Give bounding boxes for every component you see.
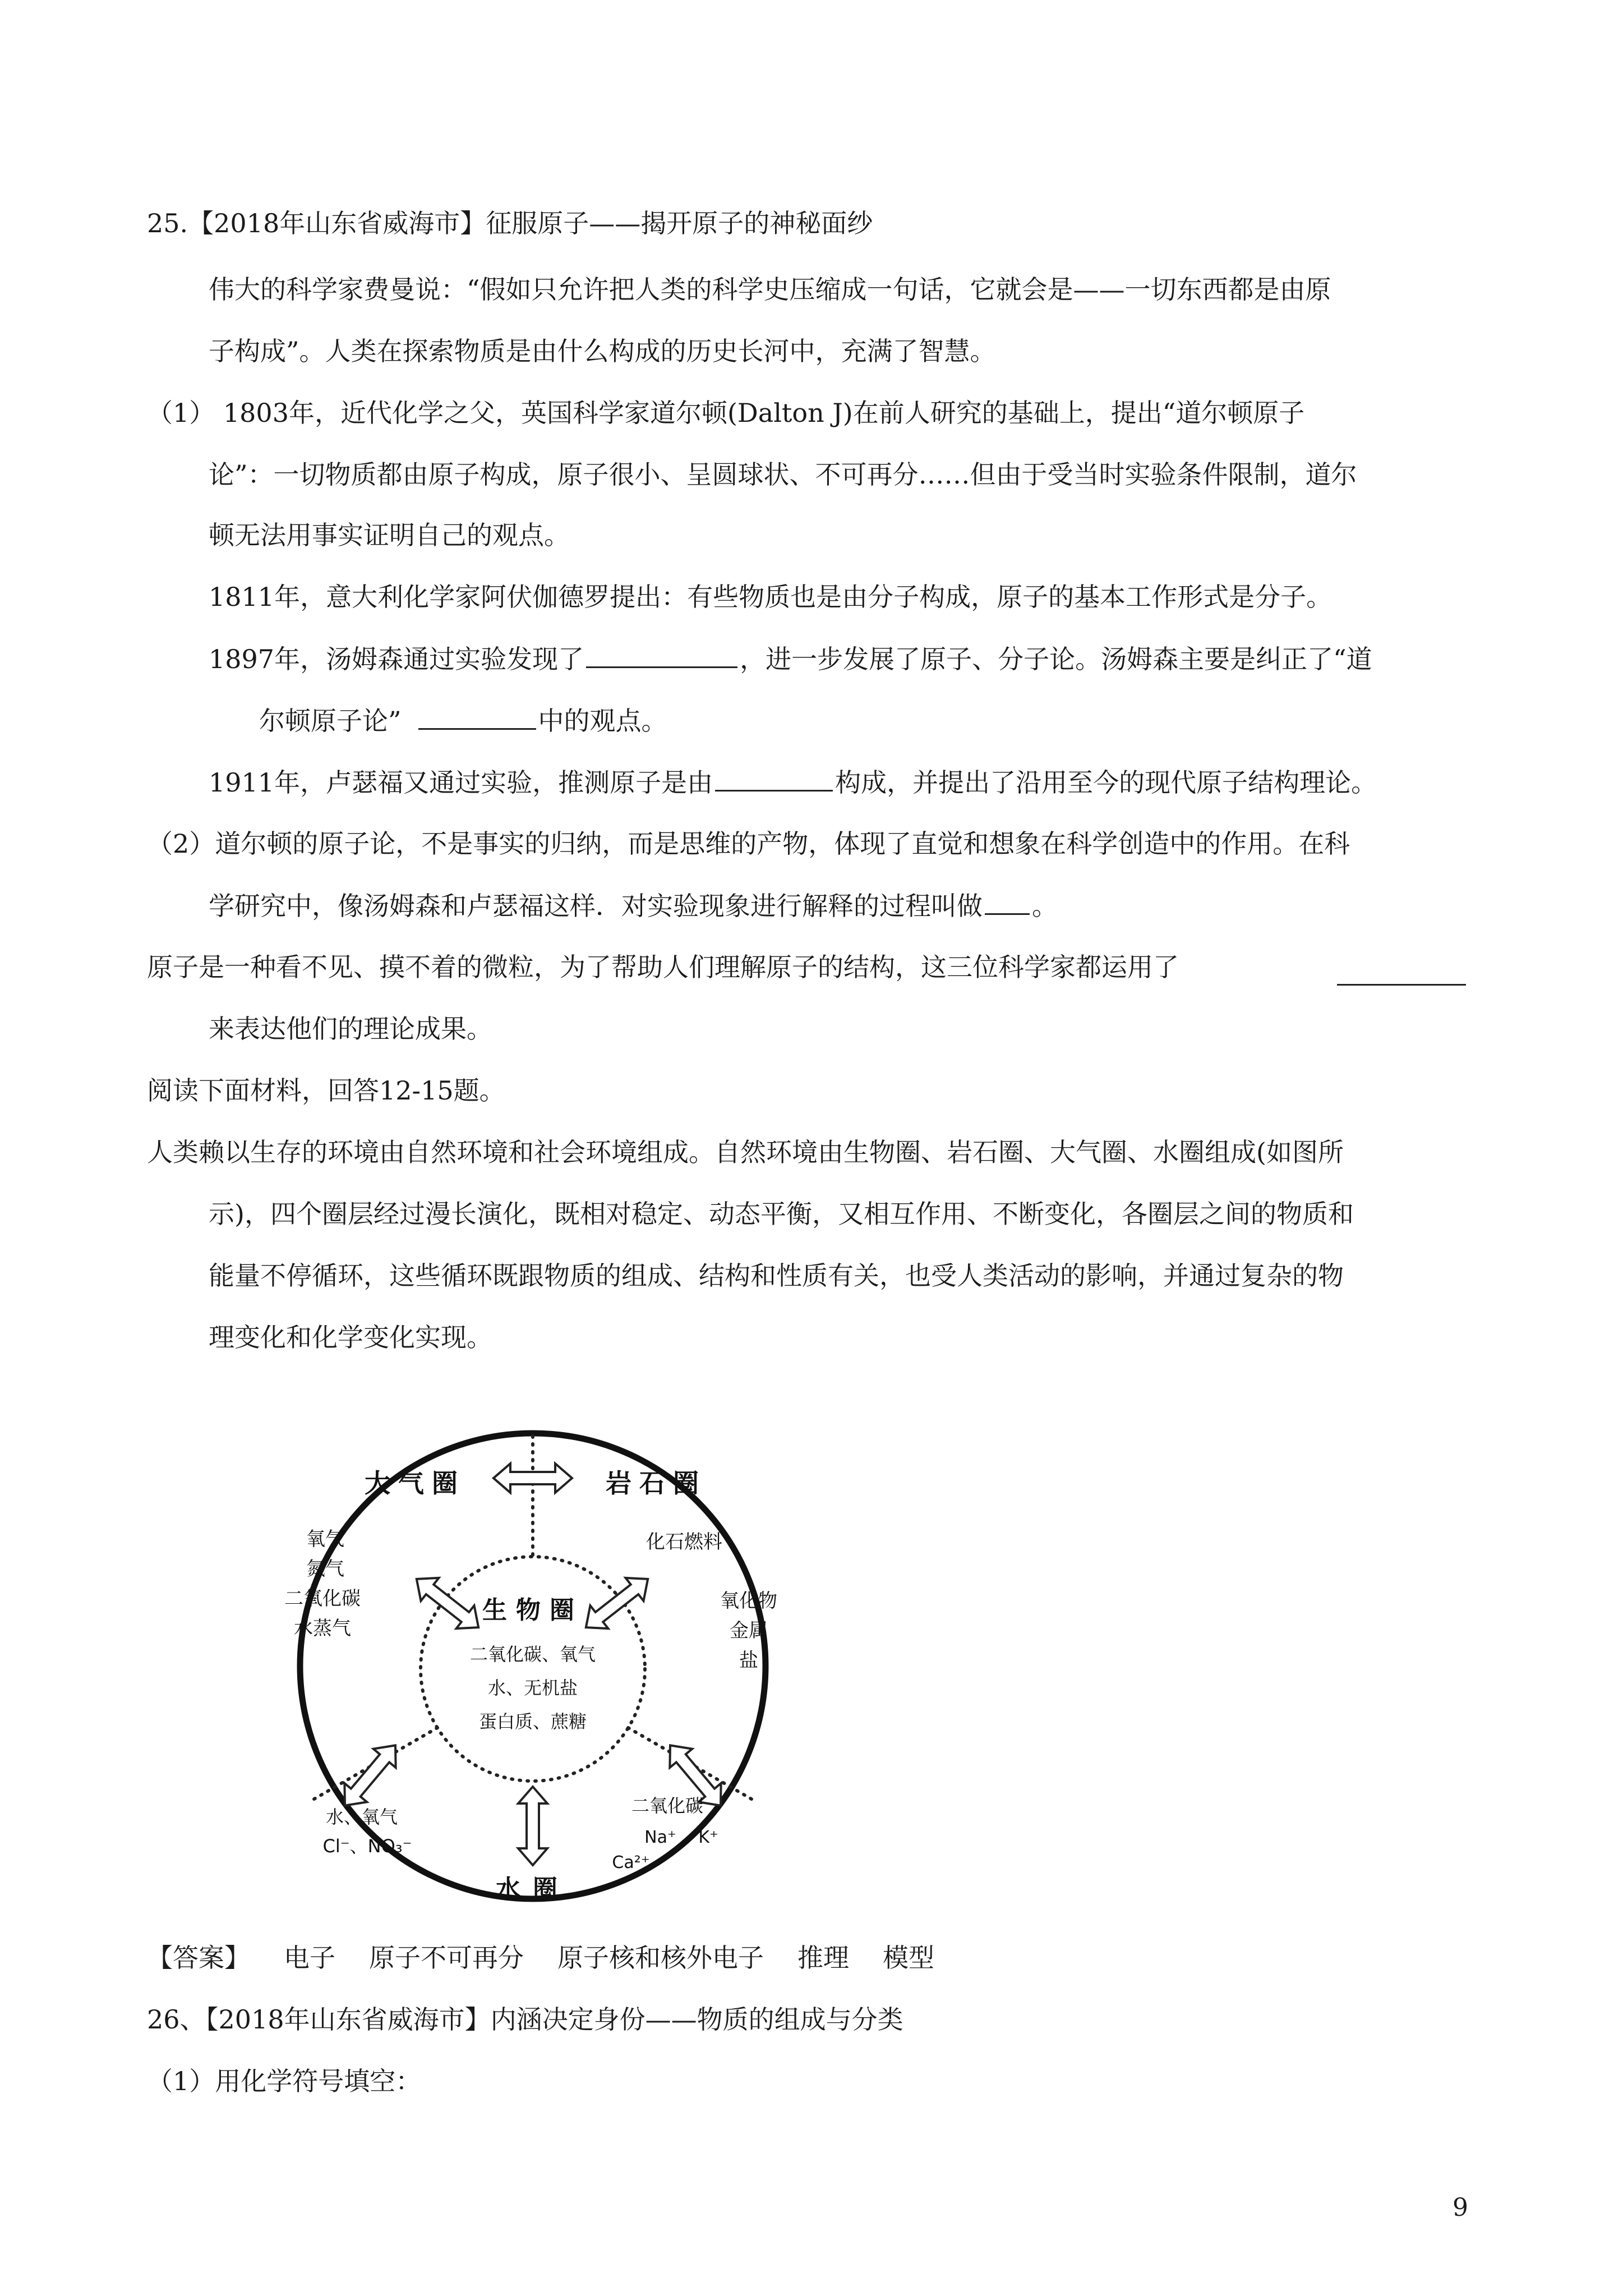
q25-1897-text-d: 中的观点。 [538, 706, 667, 736]
q26-title: 26、【2018年山东省威海市】内涵决定身份——物质的组成与分类 [147, 2004, 903, 2035]
lith-item-1: 氧化物 [720, 1590, 777, 1612]
q25-1897-text-a: 1897年，汤姆森通过实验发现了 [209, 644, 584, 674]
lith-item-2: 金属 [730, 1619, 768, 1642]
water-right-2: Na⁺ 、K⁺ [644, 1828, 718, 1847]
q25-part1-line3: 顿无法用事实证明自己的观点。 [209, 520, 570, 550]
answer-label: 【答案】 [147, 1943, 250, 1973]
label-lithosphere: 岩石圈 [606, 1468, 707, 1498]
q25-1911-text-a: 1911年，卢瑟福又通过实验，推测原子是由 [209, 767, 713, 798]
q25-1897-text-b: ，进一步发展了原子、分子论。汤姆森主要是纠正了“道 [740, 644, 1372, 674]
q25-part2-line2 [209, 889, 1058, 923]
answer-blank-2[interactable] [418, 703, 536, 730]
atm-item-2: 氮气 [306, 1558, 344, 1580]
atm-item-1: 氧气 [306, 1528, 344, 1550]
reading-line4: 理变化和化学变化实现。 [209, 1322, 492, 1352]
q25-1897-line2 [259, 703, 667, 738]
answer-item-5: 模型 [883, 1943, 934, 1973]
water-left-1: 水、氧气 [325, 1806, 398, 1828]
water-right-1: 二氧化碳 [631, 1795, 704, 1816]
earth-spheres-diagram [213, 1425, 852, 1907]
atm-item-4: 水蒸气 [294, 1617, 351, 1640]
q26-part1: （1）用化学符号填空： [147, 2066, 422, 2096]
answer-item-2: 原子不可再分 [369, 1943, 524, 1973]
q25-part1-line2: 论”：一切物质都由原子构成，原子很小、呈圆球状、不可再分……但由于受当时实验条件限制，道尔 [209, 459, 1357, 490]
q25-title: 25.【2018年山东省威海市】征服原子——揭开原子的神秘面纱 [147, 208, 873, 238]
q25-part3-line1: 原子是一种看不见、摸不着的微粒，为了帮助人们理解原子的结构，这三位科学家都运用了 [147, 952, 1179, 982]
q25-1897-text-c: 尔顿原子论” [259, 706, 402, 736]
reading-lead: 阅读下面材料，回答12-15题。 [147, 1075, 505, 1106]
label-hydrosphere: 水圈 [496, 1875, 570, 1903]
page-number: 9 [1453, 2193, 1468, 2222]
water-left-2: Cl⁻、NO₃⁻ [322, 1835, 412, 1857]
answer-blank-1[interactable] [586, 642, 737, 668]
answer-blank-3[interactable] [715, 765, 833, 792]
answer-item-1: 电子 [284, 1943, 335, 1973]
label-atmosphere: 大气圈 [365, 1468, 465, 1498]
answer-item-3: 原子核和核外电子 [557, 1943, 764, 1973]
q25-part2-line1: （2）道尔顿的原子论，不是事实的归纳，而是思维的产物，体现了直觉和想象在科学创造中的作用。在科 [147, 829, 1350, 859]
q25-part3-line2: 来表达他们的理论成果。 [209, 1014, 492, 1044]
answer-blank-5[interactable] [1337, 959, 1466, 986]
reading-line3: 能量不停循环，这些循环既跟物质的组成、结构和性质有关，也受人类活动的影响，并通过复杂的物 [209, 1260, 1344, 1291]
q25-intro-line1: 伟大的科学家费曼说：“假如只允许把人类的科学史压缩成一句话，它就会是——一切东西都是由原 [209, 274, 1331, 305]
bio-item-2: 水、无机盐 [487, 1677, 578, 1699]
answer-line [147, 1941, 968, 1975]
lith-fuel: 化石燃料 [646, 1531, 722, 1553]
q25-1911 [209, 765, 1377, 799]
q25-part2-text-a: 学研究中，像汤姆森和卢瑟福这样．对实验现象进行解释的过程叫做 [209, 891, 983, 921]
q25-1897-line1 [209, 642, 1372, 676]
q25-intro-line2: 子构成”。人类在探索物质是由什么构成的历史长河中，充满了智慧。 [209, 336, 996, 366]
q25-1911-text-b: 构成，并提出了沿用至今的现代原子结构理论。 [835, 767, 1377, 798]
bio-item-1: 二氧化碳、氧气 [469, 1644, 596, 1665]
q25-part1-line1: （1） 1803年，近代化学之父，英国科学家道尔顿(Dalton J)在前人研究的基础上，提出“道尔顿原子 [147, 398, 1305, 428]
lith-item-3: 盐 [739, 1649, 758, 1672]
reading-line1: 人类赖以生存的环境由自然环境和社会环境组成。自然环境由生物圈、岩石圈、大气圈、水圈组成(如图所 [147, 1137, 1344, 1167]
water-right-3: Ca²⁺ [612, 1853, 650, 1872]
atm-item-3: 二氧化碳 [284, 1588, 361, 1610]
q25-part2-text-b: 。 [1032, 891, 1058, 921]
q25-1811: 1811年，意大利化学家阿伏伽德罗提出：有些物质也是由分子构成，原子的基本工作形式是分子。 [209, 582, 1332, 612]
label-biosphere: 生物圈 [482, 1596, 583, 1625]
reading-line2: 示)，四个圈层经过漫长演化，既相对稳定、动态平衡，又相互作用、不断变化，各圈层之间的物质和 [209, 1199, 1354, 1229]
answer-item-4: 推理 [797, 1943, 849, 1973]
answer-blank-4[interactable] [985, 889, 1030, 915]
bio-item-3: 蛋白质、蔗糖 [478, 1711, 587, 1732]
